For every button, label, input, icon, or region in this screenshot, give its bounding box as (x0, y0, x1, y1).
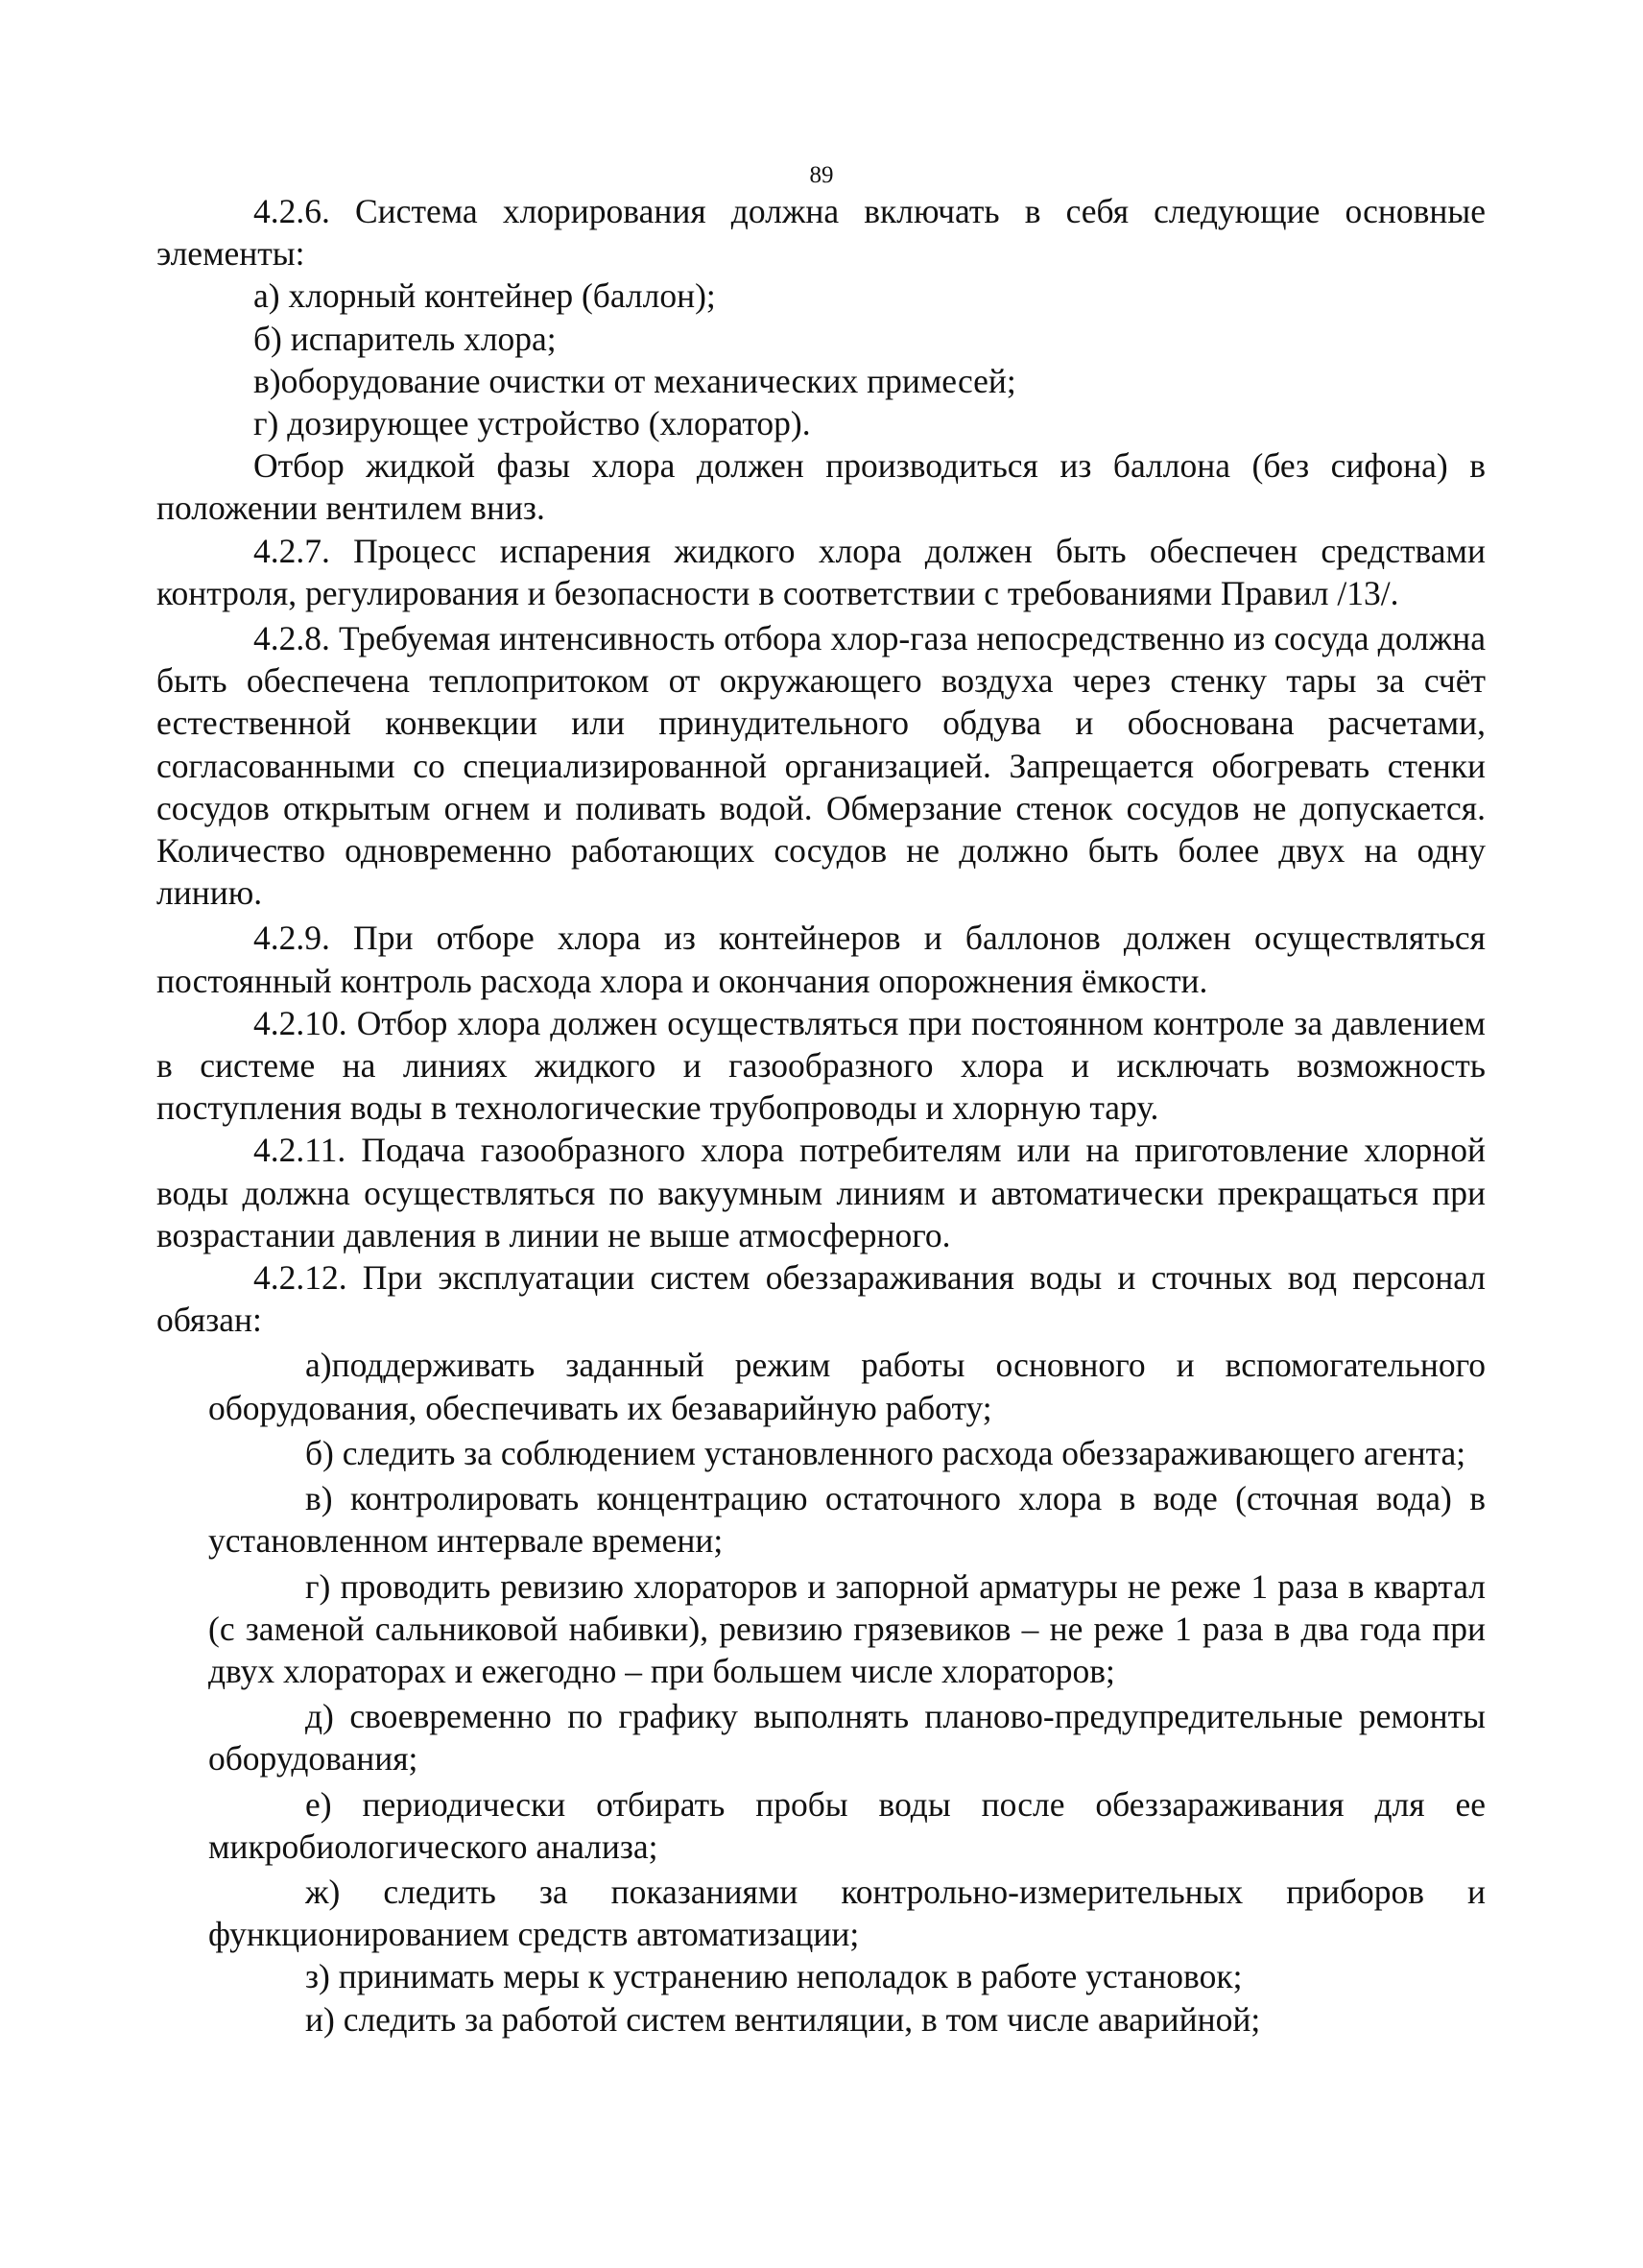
document-body (156, 190, 1486, 2041)
list-item: г) дозирующее устройство (хлоратор). (253, 404, 811, 443)
duty-item: в) контролировать концентрацию остаточного хлора в воде (сточная вода) в установленном интервале времени; (208, 1479, 1486, 1561)
list-item: в)оборудование очистки от механических примесей; (253, 361, 1016, 400)
duty-item: б) следить за соблюдением установленного расхода обеззараживающего агента; (305, 1433, 1466, 1472)
paragraph-4-2-9: 4.2.9. При отборе хлора из контейнеров и баллонов должен осуществляться постоянный контроль расхода хлора и окончания опорожнения ёмкости. (156, 919, 1486, 1000)
paragraph-4-2-7: 4.2.7. Процесс испарения жидкого хлора должен быть обеспечен средствами контроля, регулирования и безопасности в соответствии с требованиями Правил /13/. (156, 531, 1486, 612)
duty-item: з) принимать меры к устранению неполадок в работе установок; (305, 1957, 1243, 1996)
duty-item: а)поддерживать заданный режим работы основного и вспомогательного оборудования, обеспечивать их безаварийную работу; (208, 1346, 1486, 1427)
paragraph-4-2-8: 4.2.8. Требуемая интенсивность отбора хлор-газа непосредственно из сосуда должна быть обеспечена теплопритоком от окружающего воздуха через стенку тары за счёт естественной конвекции или принудительного обдува и обоснована расчетами, согласованными со специализированной организацией. Запрещается обогревать стенки сосудов открытым огнем и поливать водой. Обмерзание стенок сосудов не допускается. Количество одновременно работающих сосудов не должно быть более двух на одну линию. (156, 619, 1486, 913)
duty-item: д) своевременно по графику выполнять планово-предупредительные ремонты оборудования; (208, 1697, 1486, 1779)
paragraph-4-2-11: 4.2.11. Подача газообразного хлора потребителям или на приготовление хлорной воды должна осуществляться по вакуумным линиям и автоматически прекращаться при возрастании давления в линии не выше атмосферного. (156, 1131, 1486, 1254)
paragraph-4-2-12: 4.2.12. При эксплуатации систем обеззараживания воды и сточных вод персонал обязан: (156, 1258, 1486, 1340)
paragraph-4-2-10: 4.2.10. Отбор хлора должен осуществляться при постоянном контроле за давлением в системе на линиях жидкого и газообразного хлора и исключать возможность поступления воды в технологические трубопроводы и хлорную тару. (156, 1003, 1486, 1128)
duty-item: г) проводить ревизию хлораторов и запорной арматуры не реже 1 раза в квартал (с заменой сальниковой набивки), ревизию грязевиков – не реже 1 раза в два года при двух хлораторах и ежегодно – при большем числе хлораторов; (208, 1566, 1486, 1690)
paragraph-chlorine-extraction: Отбор жидкой фазы хлора должен производиться из баллона (без сифона) в положении вентилем вниз. (156, 446, 1486, 528)
duty-item: е) периодически отбирать пробы воды после обеззараживания для ее микробиологического анализа; (208, 1784, 1486, 1866)
duty-item: и) следить за работой систем вентиляции, в том числе аварийной; (305, 1999, 1261, 2039)
page-number: 89 (809, 162, 834, 188)
duty-item: ж) следить за показаниями контрольно-измерительных приборов и функционированием средств автоматизации; (208, 1872, 1486, 1954)
list-item: а) хлорный контейнер (баллон); (253, 276, 716, 316)
paragraph-4-2-6: 4.2.6. Система хлорирования должна включать в себя следующие основные элементы: (156, 192, 1486, 274)
list-item: б) испаритель хлора; (253, 319, 557, 358)
